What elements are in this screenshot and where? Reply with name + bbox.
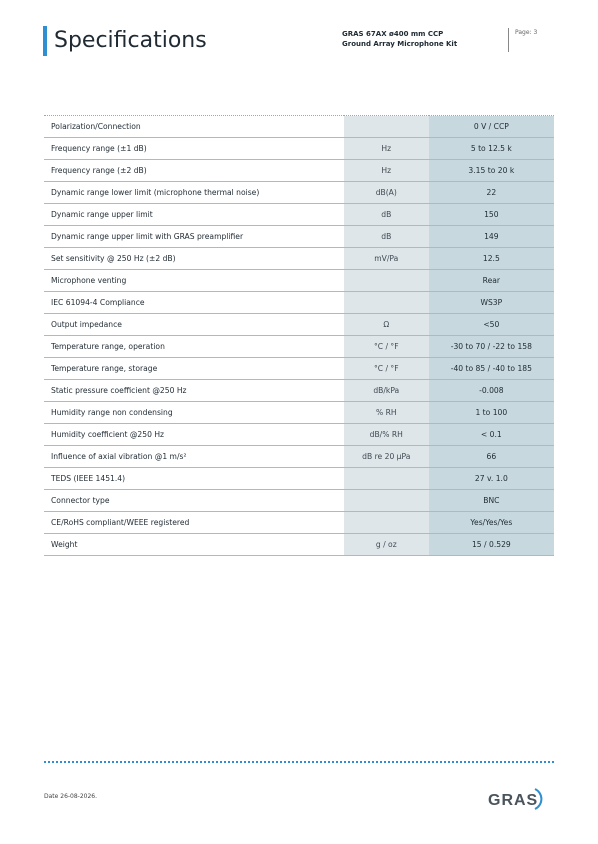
table-row [44, 402, 554, 424]
spec-parameter: Static pressure coefficient @250 Hz [44, 380, 344, 402]
table-row [44, 468, 554, 490]
spec-value: 1 to 100 [429, 402, 554, 424]
spec-parameter: IEC 61094-4 Compliance [44, 292, 344, 314]
spec-value: 12.5 [429, 248, 554, 270]
spec-unit: Hz [344, 138, 429, 160]
table-row [44, 226, 554, 248]
table-row [44, 380, 554, 402]
table-row [44, 160, 554, 182]
spec-unit [344, 292, 429, 314]
spec-unit: dB [344, 226, 429, 248]
spec-value: WS3P [429, 292, 554, 314]
spec-value: 27 v. 1.0 [429, 468, 554, 490]
spec-unit: Ω [344, 314, 429, 336]
spec-value: 22 [429, 182, 554, 204]
product-name-line1: GRAS 67AX ø400 mm CCP [342, 30, 444, 38]
spec-parameter: Dynamic range lower limit (microphone thermal noise) [44, 182, 344, 204]
spec-unit: °C / °F [344, 336, 429, 358]
spec-value: 5 to 12.5 k [429, 138, 554, 160]
spec-parameter: Dynamic range upper limit [44, 204, 344, 226]
spec-unit: dB [344, 204, 429, 226]
page-title: Specifications [54, 28, 207, 53]
spec-value: <50 [429, 314, 554, 336]
table-row [44, 270, 554, 292]
spec-value: 3.15 to 20 k [429, 160, 554, 182]
spec-value: -30 to 70 / -22 to 158 [429, 336, 554, 358]
table-row [44, 490, 554, 512]
spec-unit: Hz [344, 160, 429, 182]
spec-parameter: Temperature range, storage [44, 358, 344, 380]
spec-parameter: Weight [44, 534, 344, 556]
spec-unit [344, 490, 429, 512]
spec-unit [344, 512, 429, 534]
spec-unit: dB re 20 µPa [344, 446, 429, 468]
spec-parameter: Output impedance [44, 314, 344, 336]
table-row [44, 292, 554, 314]
header-divider [508, 28, 509, 52]
spec-parameter: Dynamic range upper limit with GRAS preamplifier [44, 226, 344, 248]
spec-unit: % RH [344, 402, 429, 424]
table-row [44, 358, 554, 380]
table-row [44, 534, 554, 556]
spec-table-body [44, 116, 554, 556]
spec-parameter: CE/RoHS compliant/WEEE registered [44, 512, 344, 534]
table-row [44, 182, 554, 204]
spec-parameter: TEDS (IEEE 1451.4) [44, 468, 344, 490]
spec-parameter: Temperature range, operation [44, 336, 344, 358]
spec-parameter: Frequency range (±2 dB) [44, 160, 344, 182]
spec-unit [344, 270, 429, 292]
table-row [44, 204, 554, 226]
spec-parameter: Set sensitivity @ 250 Hz (±2 dB) [44, 248, 344, 270]
spec-value: 149 [429, 226, 554, 248]
spec-parameter: Influence of axial vibration @1 m/s² [44, 446, 344, 468]
table-row [44, 446, 554, 468]
spec-value: -40 to 85 / -40 to 185 [429, 358, 554, 380]
gras-logo [486, 784, 546, 814]
spec-table [44, 115, 554, 556]
spec-parameter: Microphone venting [44, 270, 344, 292]
table-row [44, 336, 554, 358]
gras-logo-text: GRAS [488, 792, 539, 809]
page-number: Page: 3 [515, 29, 538, 36]
title-accent-bar [43, 26, 47, 56]
spec-value: 150 [429, 204, 554, 226]
spec-unit: °C / °F [344, 358, 429, 380]
spec-parameter: Frequency range (±1 dB) [44, 138, 344, 160]
spec-value: Yes/Yes/Yes [429, 512, 554, 534]
spec-parameter: Humidity coefficient @250 Hz [44, 424, 344, 446]
spec-unit: dB/% RH [344, 424, 429, 446]
product-name [342, 29, 502, 49]
table-row [44, 116, 554, 138]
table-row [44, 424, 554, 446]
spec-unit: dB/kPa [344, 380, 429, 402]
spec-unit: mV/Pa [344, 248, 429, 270]
table-row [44, 138, 554, 160]
spec-parameter: Connector type [44, 490, 344, 512]
spec-value: 15 / 0.529 [429, 534, 554, 556]
footer-date: Date 26-08-2026. [44, 793, 98, 800]
table-row [44, 248, 554, 270]
spec-unit: g / oz [344, 534, 429, 556]
spec-unit [344, 116, 429, 138]
footer-dotted-divider [44, 761, 554, 763]
spec-value: 66 [429, 446, 554, 468]
spec-value: 0 V / CCP [429, 116, 554, 138]
spec-value: -0.008 [429, 380, 554, 402]
table-row [44, 512, 554, 534]
product-name-line2: Ground Array Microphone Kit [342, 40, 458, 48]
spec-unit: dB(A) [344, 182, 429, 204]
spec-value: Rear [429, 270, 554, 292]
spec-parameter: Humidity range non condensing [44, 402, 344, 424]
table-row [44, 314, 554, 336]
spec-value: BNC [429, 490, 554, 512]
spec-parameter: Polarization/Connection [44, 116, 344, 138]
spec-value: < 0.1 [429, 424, 554, 446]
spec-unit [344, 468, 429, 490]
